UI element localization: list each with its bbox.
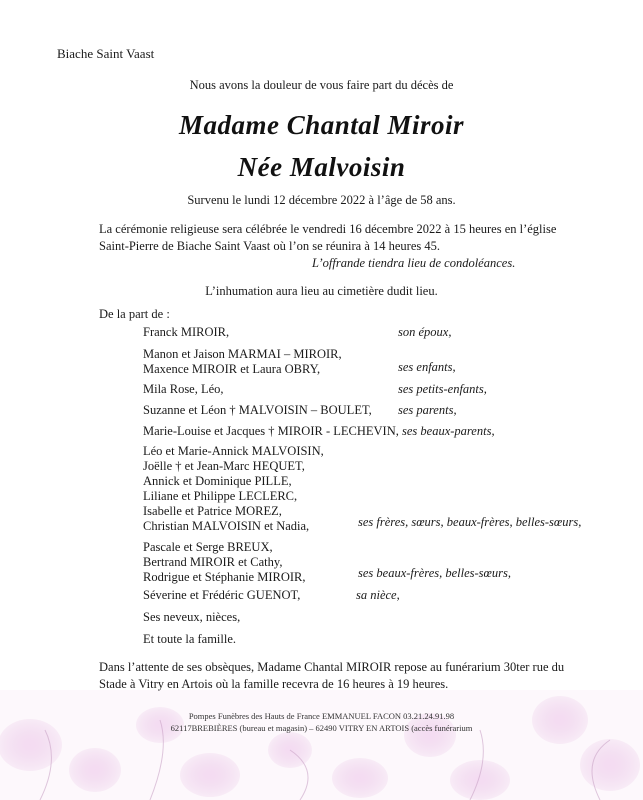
offering-note: L’offrande tiendra lieu de condoléances. (312, 256, 516, 270)
family-name: Christian MALVOISIN et Nadia, (143, 519, 310, 533)
family-name: Annick et Dominique PILLE, (143, 474, 292, 488)
footer-line-2: 62117BREBIÈRES (bureau et magasin) – 62490 VITRY EN ARTOIS (accès funérarium (170, 723, 473, 733)
funeral-home-text: Dans l’attente de ses obsèques, Madame Chantal MIROIR repose au funérarium 30ter rue du Stade à Vitry en Artois où la famille recevra de 16 heures à 19 heures. (99, 660, 565, 691)
family-relation: sa nièce, (356, 588, 400, 602)
family-name: Séverine et Frédéric GUENOT, (143, 588, 301, 602)
family-name: Maxence MIROIR et Laura OBRY, (143, 362, 321, 376)
family-relation: ses parents, (398, 403, 457, 417)
family-name: Mila Rose, Léo, (143, 382, 224, 396)
family-name: Liliane et Philippe LECLERC, (143, 489, 298, 503)
family-relation: ses frères, sœurs, beaux-frères, belles-sœurs, (358, 515, 582, 529)
family-relation: ses enfants, (398, 360, 456, 374)
family-name: Et toute la famille. (143, 632, 237, 646)
family-name: Manon et Jaison MARMAI – MIROIR, (143, 347, 342, 361)
family-name: Isabelle et Patrice MOREZ, (143, 504, 282, 518)
family-name: Suzanne et Léon † MALVOISIN – BOULET, (143, 403, 372, 417)
family-name: Marie-Louise et Jacques † MIROIR - LECHEVIN, (143, 424, 399, 438)
family-name: Joëlle † et Jean-Marc HEQUET, (143, 459, 305, 473)
family-name: Rodrigue et Stéphanie MIROIR, (143, 570, 306, 584)
from-label: De la part de : (99, 307, 170, 321)
pink-flowers-background (0, 690, 643, 800)
town-header: Biache Saint Vaast (57, 46, 155, 61)
date-of-death: Survenu le lundi 12 décembre 2022 à l’âge de 58 ans. (187, 193, 456, 207)
family-relation: son époux, (398, 325, 452, 339)
burial-text: L’inhumation aura lieu au cimetière dudit lieu. (205, 284, 438, 298)
footer-line-1: Pompes Funèbres des Hauts de France EMMANUEL FACON 03.21.24.91.98 (188, 711, 455, 721)
family-relation: ses petits-enfants, (398, 382, 487, 396)
family-name: Bertrand MIROIR et Cathy, (143, 555, 283, 569)
family-name: Léo et Marie-Annick MALVOISIN, (143, 444, 324, 458)
maiden-name: Née Malvoisin (237, 152, 406, 182)
family-name: Pascale et Serge BREUX, (143, 540, 273, 554)
ceremony-text: La cérémonie religieuse sera célébrée le vendredi 16 décembre 2022 à 15 heures en l’église Saint-Pierre de Biache Saint Vaast où l’on se réunira à 14 heures 45. (99, 222, 557, 253)
family-name: Ses neveux, nièces, (143, 610, 241, 624)
intro-text: Nous avons la douleur de vous faire part du décès de (189, 78, 454, 92)
family-relation: ses beaux-frères, belles-sœurs, (358, 566, 511, 580)
deceased-name: Madame Chantal Miroir (178, 110, 465, 140)
family-name: Franck MIROIR, (143, 325, 230, 339)
family-relation: ses beaux-parents, (402, 424, 495, 438)
